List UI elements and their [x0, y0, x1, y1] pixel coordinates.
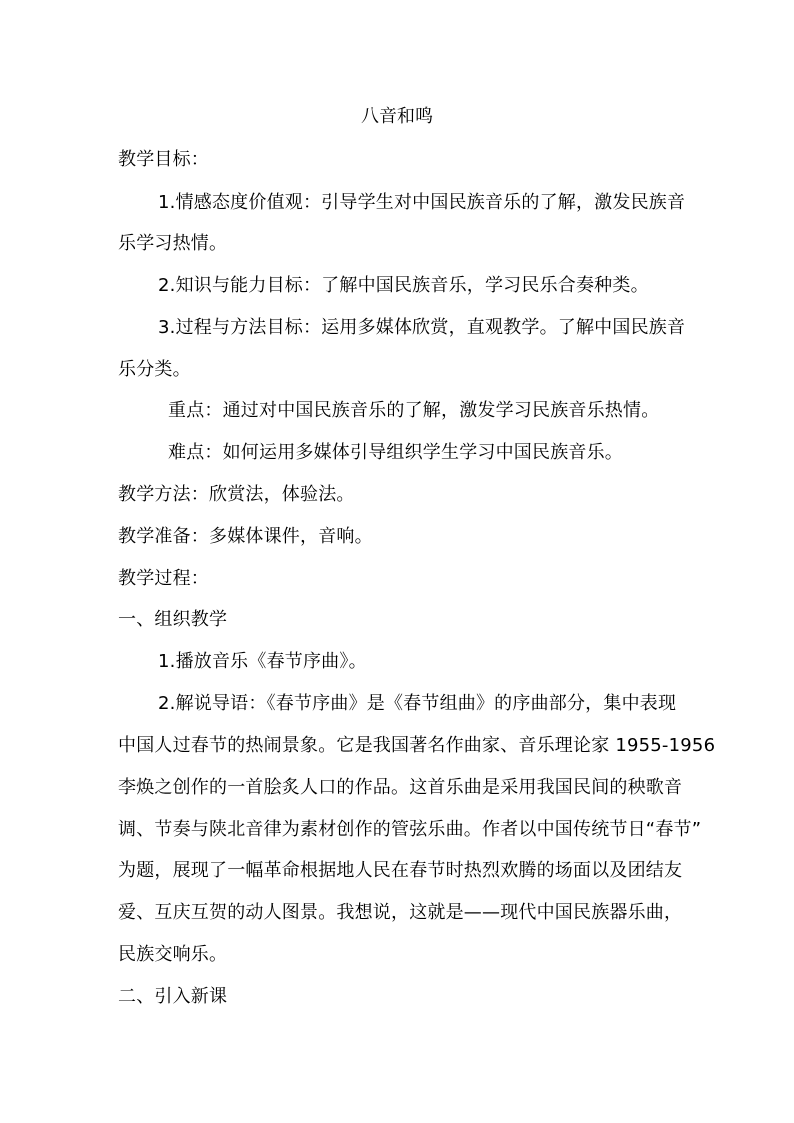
paragraph-line: 乐学习热情。 — [118, 233, 228, 254]
section-heading-preparation: 教学准备：多媒体课件，音响。 — [118, 526, 373, 547]
paragraph-line: 1.情感态度价值观：引导学生对中国民族音乐的了解，激发民族音 — [158, 192, 686, 213]
paragraph-line: 1.播放音乐《春节序曲》。 — [158, 651, 367, 672]
paragraph-line: 乐分类。 — [118, 359, 191, 380]
paragraph-line: 调、节奏与陕北音律为素材创作的管弦乐曲。作者以中国传统节日“春节” — [118, 819, 702, 840]
paragraph-line: 中国人过春节的热闹景象。它是我国著名作曲家、音乐理论家 1955-1956 — [118, 735, 716, 756]
key-point-line: 重点：通过对中国民族音乐的了解，激发学习民族音乐热情。 — [168, 400, 660, 421]
paragraph-line: 为题，展现了一幅革命根据地人民在春节时热烈欢腾的场面以及团结友 — [118, 860, 683, 881]
subsection-heading: 一、组织教学 — [118, 609, 228, 630]
section-heading-method: 教学方法：欣赏法，体验法。 — [118, 484, 355, 505]
subsection-heading: 二、引入新课 — [118, 986, 228, 1007]
difficulty-line: 难点：如何运用多媒体引导组织学生学习中国民族音乐。 — [168, 442, 623, 463]
paragraph-line: 爱、互庆互贺的动人图景。我想说，这就是——现代中国民族器乐曲， — [118, 902, 683, 923]
document-title: 八音和鸣 — [361, 106, 433, 127]
paragraph-line: 2.知识与能力目标：了解中国民族音乐，学习民乐合奏种类。 — [158, 275, 649, 296]
paragraph-line: 2.解说导语：《春节序曲》是《春节组曲》的序曲部分，集中表现 — [158, 693, 677, 714]
section-heading-objectives: 教学目标： — [118, 149, 209, 170]
paragraph-line: 民族交响乐。 — [118, 944, 228, 965]
paragraph-line: 3.过程与方法目标：运用多媒体欣赏，直观教学。了解中国民族音 — [158, 317, 686, 338]
paragraph-line: 李焕之创作的一首脍炙人口的作品。这首乐曲是采用我国民间的秧歌音 — [118, 777, 683, 798]
section-heading-process: 教学过程： — [118, 568, 209, 589]
